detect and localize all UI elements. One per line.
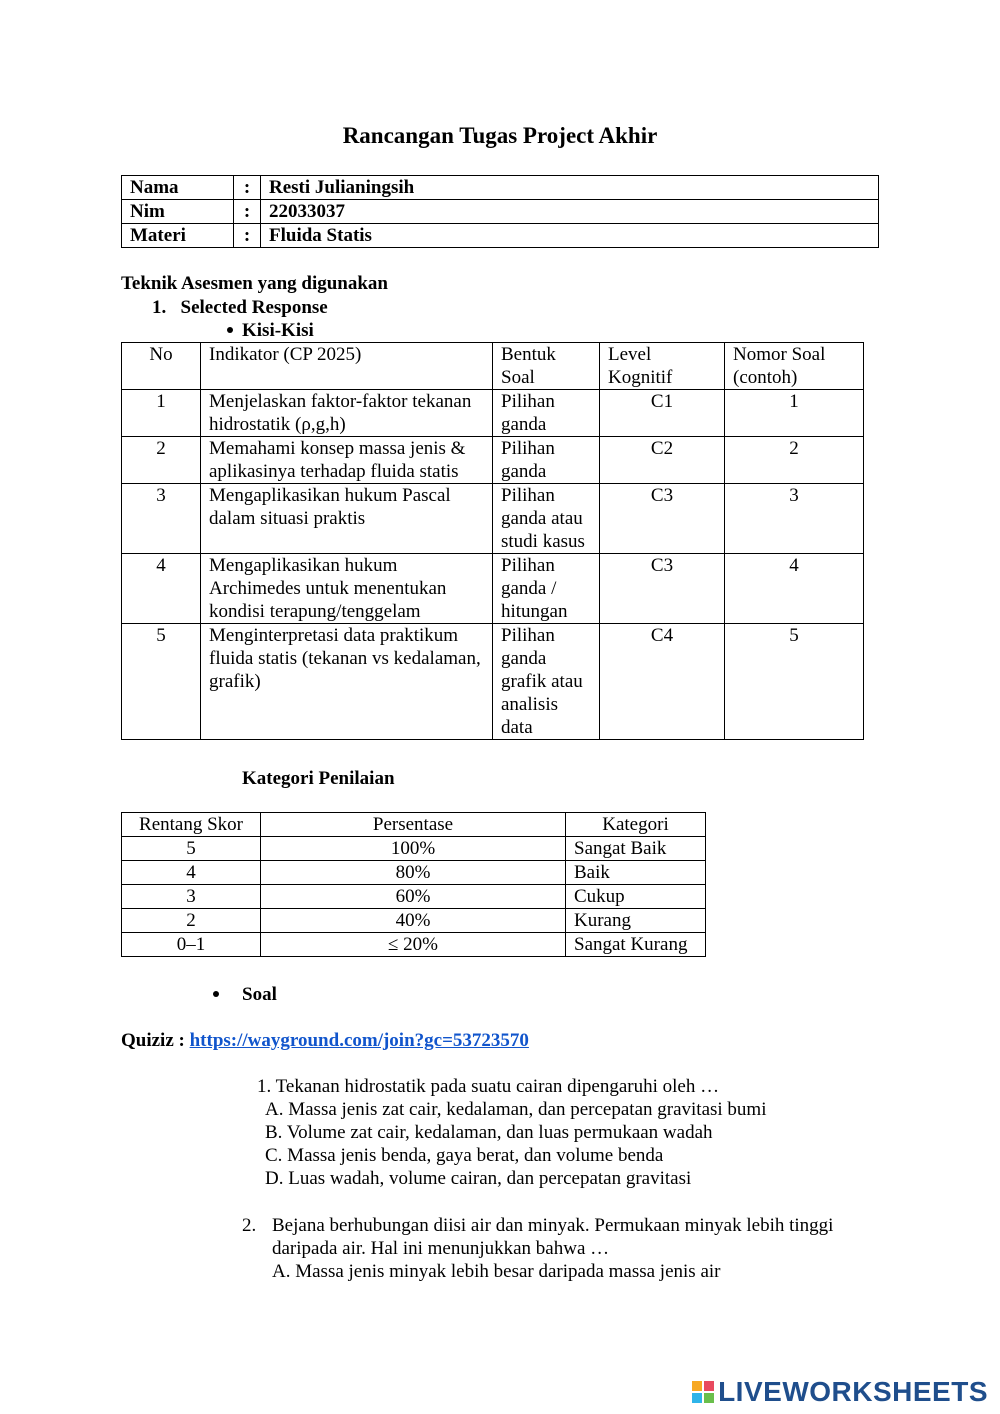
cell-skor: 5 (122, 837, 261, 861)
header-nomor: Nomor Soal (contoh) (725, 343, 864, 390)
quiz-line (121, 1029, 529, 1052)
info-colon: : (234, 176, 261, 200)
cell-level: C3 (600, 484, 725, 554)
bullet-icon (213, 991, 219, 997)
cell-persen: 100% (261, 837, 566, 861)
header-rentang: Rentang Skor (122, 813, 261, 837)
cell-level: C1 (600, 390, 725, 437)
info-row-nim (122, 200, 879, 224)
cell-skor: 4 (122, 861, 261, 885)
kategori-table (121, 812, 706, 957)
header-kategori: Kategori (566, 813, 706, 837)
info-row-nama (122, 176, 879, 200)
table-row (122, 837, 706, 861)
table-header-row (122, 813, 706, 837)
cell-nomor: 3 (725, 484, 864, 554)
cell-nomor: 1 (725, 390, 864, 437)
info-label: Materi (122, 224, 234, 248)
cell-skor: 2 (122, 909, 261, 933)
question-2-stem-line2: daripada air. Hal ini menunjukkan bahwa … (272, 1238, 610, 1259)
kategori-label: Kategori Penilaian (242, 768, 395, 789)
cell-no: 4 (122, 554, 201, 624)
table-row (122, 390, 864, 437)
info-label: Nama (122, 176, 234, 200)
cell-no: 5 (122, 624, 201, 740)
cell-level: C4 (600, 624, 725, 740)
cell-bentuk: Pilihan ganda / hitungan (493, 554, 600, 624)
header-level: Level Kognitif (600, 343, 725, 390)
info-value: Resti Julianingsih (261, 176, 879, 200)
cell-kategori: Sangat Kurang (566, 933, 706, 957)
cell-level: C2 (600, 437, 725, 484)
cell-persen: 80% (261, 861, 566, 885)
quiz-label: Quiziz : (121, 1030, 190, 1051)
info-value: 22033037 (261, 200, 879, 224)
question-1-option-a: A. Massa jenis zat cair, kedalaman, dan percepatan gravitasi bumi (265, 1099, 767, 1120)
info-row-materi (122, 224, 879, 248)
liveworksheets-logo (692, 1376, 988, 1408)
question-2-stem-line1: Bejana berhubungan diisi air dan minyak. Permukaan minyak lebih tinggi (272, 1215, 834, 1236)
table-row (122, 437, 864, 484)
info-value: Fluida Statis (261, 224, 879, 248)
bullet-icon (227, 327, 233, 333)
info-colon: : (234, 224, 261, 248)
cell-indikator: Memahami konsep massa jenis & aplikasinya terhadap fluida statis (201, 437, 493, 484)
cell-indikator: Mengaplikasikan hukum Archimedes untuk menentukan kondisi terapung/tenggelam (201, 554, 493, 624)
header-bentuk: Bentuk Soal (493, 343, 600, 390)
info-colon: : (234, 200, 261, 224)
table-row (122, 624, 864, 740)
page-title: Rancangan Tugas Project Akhir (342, 123, 658, 148)
cell-persen: 40% (261, 909, 566, 933)
header-indikator: Indikator (CP 2025) (201, 343, 493, 390)
question-2-option-a: A. Massa jenis minyak lebih besar daripada massa jenis air (272, 1261, 721, 1282)
cell-nomor: 5 (725, 624, 864, 740)
info-label: Nim (122, 200, 234, 224)
student-info-table (121, 175, 879, 248)
table-header-row (122, 343, 864, 390)
cell-level: C3 (600, 554, 725, 624)
question-2-number: 2. (242, 1215, 257, 1236)
liveworksheets-mark-icon (692, 1381, 714, 1403)
table-row (122, 933, 706, 957)
header-persentase: Persentase (261, 813, 566, 837)
cell-bentuk: Pilihan ganda grafik atau analisis data (493, 624, 600, 740)
cell-indikator: Mengaplikasikan hukum Pascal dalam situasi praktis (201, 484, 493, 554)
kisi-label: Kisi-Kisi (242, 320, 314, 341)
question-1-stem: 1. Tekanan hidrostatik pada suatu cairan dipengaruhi oleh … (257, 1076, 720, 1097)
header-no: No (122, 343, 201, 390)
cell-skor: 3 (122, 885, 261, 909)
kisi-kisi-table (121, 342, 864, 740)
cell-bentuk: Pilihan ganda (493, 390, 600, 437)
quiz-link[interactable]: https://wayground.com/join?gc=53723570 (189, 1030, 529, 1051)
cell-bentuk: Pilihan ganda atau studi kasus (493, 484, 600, 554)
cell-persen: 60% (261, 885, 566, 909)
cell-skor: 0–1 (122, 933, 261, 957)
cell-no: 1 (122, 390, 201, 437)
question-1-option-b: B. Volume zat cair, kedalaman, dan luas permukaan wadah (265, 1122, 713, 1143)
liveworksheets-text: LIVEWORKSHEETS (718, 1376, 988, 1407)
table-row (122, 861, 706, 885)
cell-kategori: Cukup (566, 885, 706, 909)
cell-indikator: Menjelaskan faktor-faktor tekanan hidrostatik (ρ,g,h) (201, 390, 493, 437)
question-1-option-c: C. Massa jenis benda, gaya berat, dan volume benda (265, 1145, 664, 1166)
table-row (122, 484, 864, 554)
section-selected-response: 1. Selected Response (152, 297, 328, 318)
soal-label: Soal (242, 984, 277, 1005)
cell-nomor: 4 (725, 554, 864, 624)
table-row (122, 885, 706, 909)
teknik-heading: Teknik Asesmen yang digunakan (121, 273, 388, 294)
cell-kategori: Sangat Baik (566, 837, 706, 861)
question-1-option-d: D. Luas wadah, volume cairan, dan percepatan gravitasi (265, 1168, 692, 1189)
cell-persen: ≤ 20% (261, 933, 566, 957)
cell-bentuk: Pilihan ganda (493, 437, 600, 484)
cell-nomor: 2 (725, 437, 864, 484)
cell-no: 3 (122, 484, 201, 554)
cell-no: 2 (122, 437, 201, 484)
cell-kategori: Kurang (566, 909, 706, 933)
cell-kategori: Baik (566, 861, 706, 885)
table-row (122, 909, 706, 933)
cell-indikator: Menginterpretasi data praktikum fluida statis (tekanan vs kedalaman, grafik) (201, 624, 493, 740)
table-row (122, 554, 864, 624)
